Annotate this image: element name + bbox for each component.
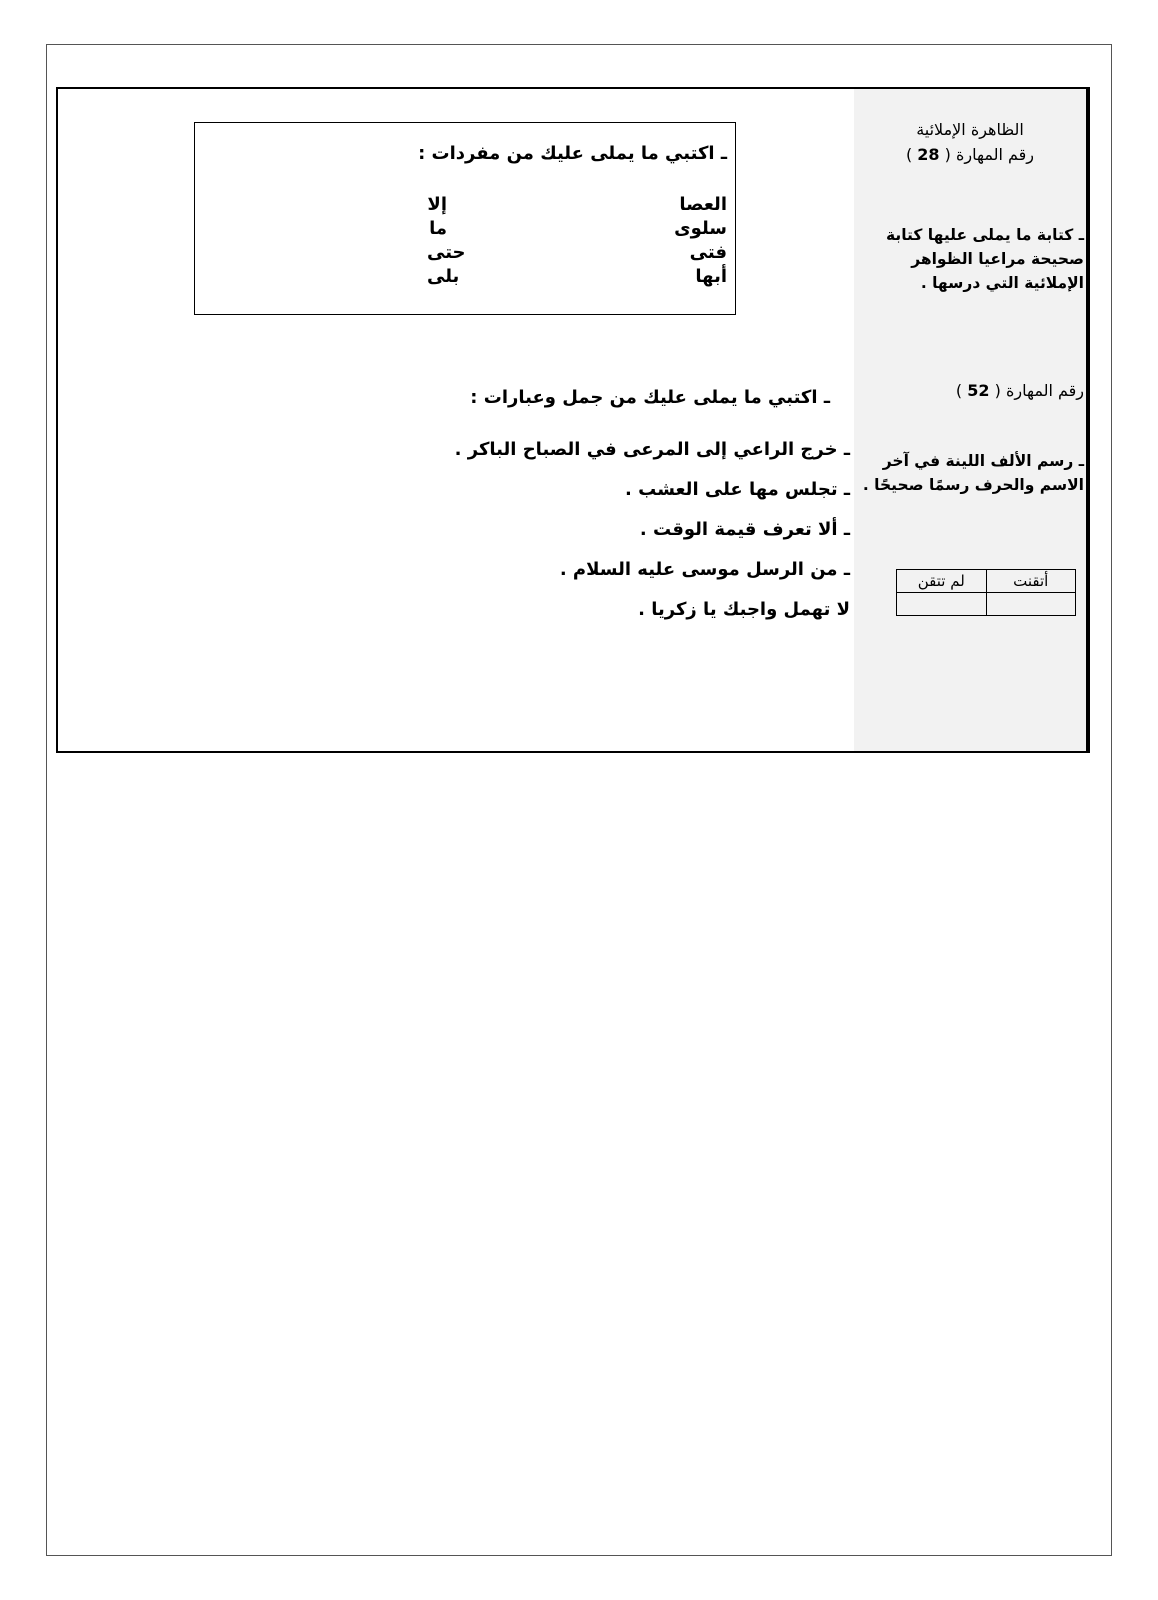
skill-number-value: 28: [917, 145, 940, 164]
not-mastered-cell[interactable]: [897, 593, 987, 616]
sentence-item: ـ تجلس مها على العشب .: [625, 479, 850, 500]
vocabulary-heading: ـ اكتبي ما يملى عليك من مفردات :: [418, 143, 727, 164]
sidebar-title: الظاهرة الإملائية: [916, 120, 1024, 139]
skill-number-label: رقم المهارة (: [944, 145, 1035, 164]
vocabulary-word: العصا: [679, 194, 727, 215]
mastery-table: [896, 569, 1076, 616]
sentences-list: [455, 437, 850, 637]
vocabulary-row: [427, 193, 727, 217]
vocabulary-word: إلا: [427, 194, 447, 215]
exercise-column: [58, 89, 854, 751]
skill-number-value: 52: [967, 381, 990, 400]
sentence-item: ـ خرج الراعي إلى المرعى في الصباح الباكر .: [454, 439, 850, 460]
vocabulary-grid: [427, 193, 727, 289]
vocabulary-word: ما: [429, 218, 447, 239]
worksheet-table: [56, 87, 1090, 753]
skill-description-2: ـ رسم الألف اللينة في آخر الاسم والحرف رسمًا صحيحًا .: [862, 452, 1084, 494]
sentence-item: ـ ألا تعرف قيمة الوقت .: [639, 519, 850, 540]
vocabulary-word: بلى: [427, 266, 460, 287]
vocabulary-row: [427, 241, 727, 265]
vocabulary-row: [427, 265, 727, 289]
skill-description-1: ـ كتابة ما يملى عليها كتابة صحيحة مراعيا الظواهر الإملائية التي درسها .: [886, 226, 1084, 292]
mastered-header: أتقنت: [986, 570, 1076, 593]
mastered-cell[interactable]: [986, 593, 1076, 616]
skill-number-label: رقم المهارة (: [994, 381, 1084, 400]
sentences-heading: ـ اكتبي ما يملى عليك من جمل وعبارات :: [470, 387, 830, 408]
vocabulary-word: أبها: [695, 266, 727, 287]
skills-sidebar: [854, 89, 1088, 751]
not-mastered-header: لم تتقن: [897, 570, 987, 593]
vocabulary-row: [427, 217, 727, 241]
skill-number-2: [956, 379, 1084, 403]
vocabulary-word: سلوى: [674, 218, 727, 239]
skill-number-close: ): [955, 381, 963, 400]
skill-number-close: ): [905, 145, 913, 164]
vocabulary-box: [194, 122, 736, 315]
vocabulary-word: فتى: [689, 242, 727, 263]
sentence-item: ـ من الرسل موسى عليه السلام .: [559, 559, 850, 580]
vocabulary-word: حتى: [427, 242, 466, 263]
skill-number-1: [854, 143, 1086, 167]
sentence-item: لا تهمل واجبك يا زكريا .: [638, 599, 850, 620]
